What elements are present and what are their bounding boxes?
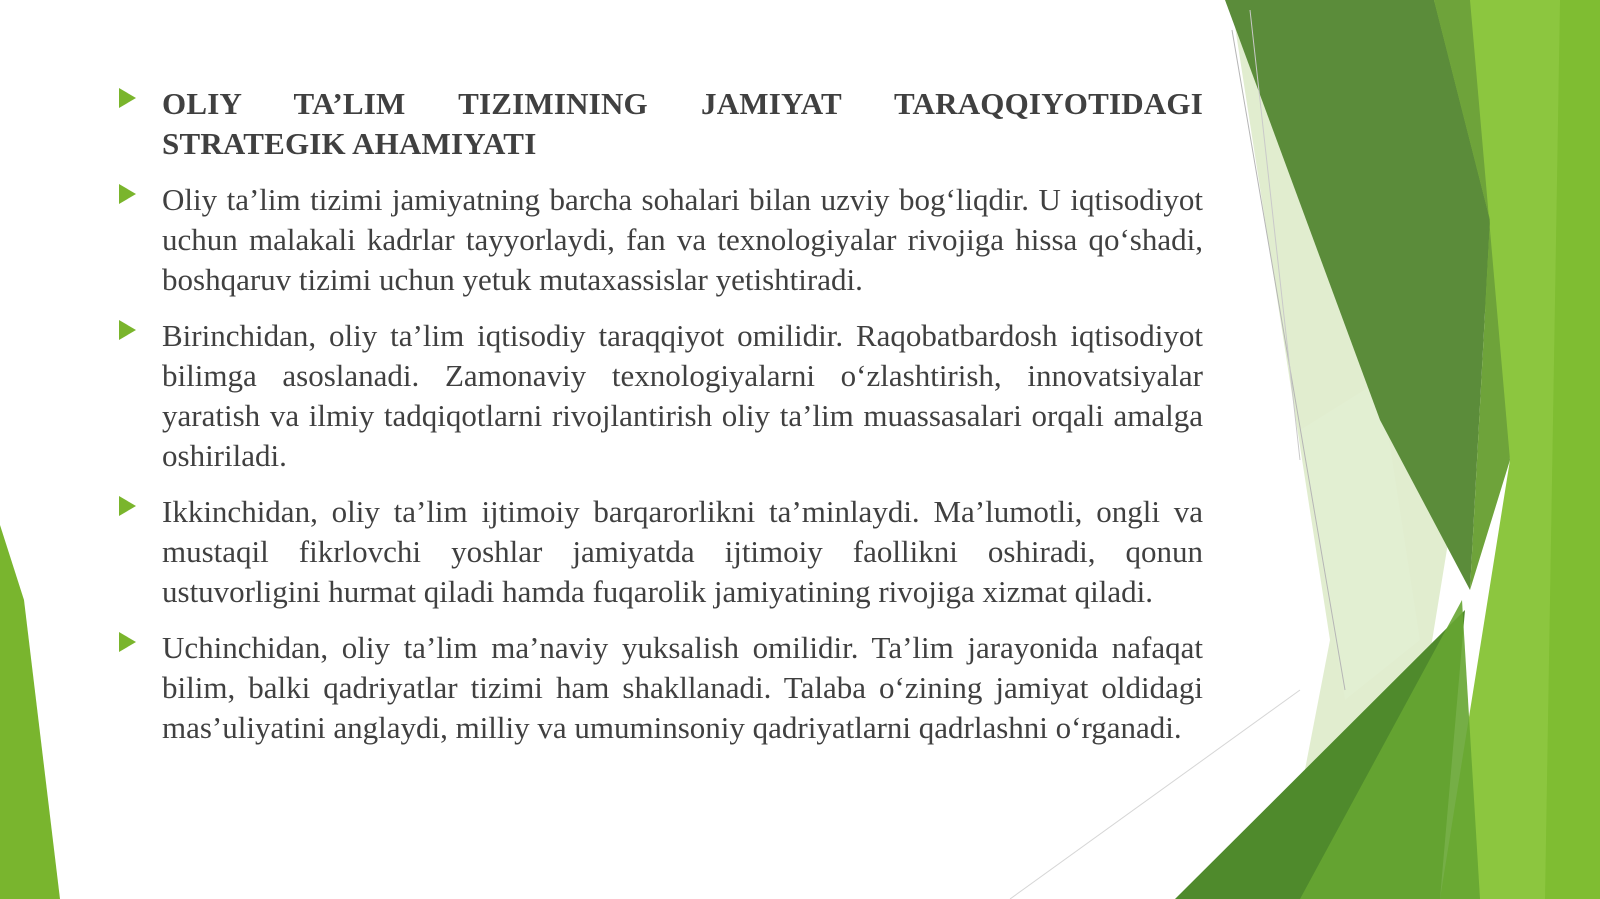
bullet-paragraph-1	[116, 180, 1203, 300]
slide-heading: OLIY TA’LIM TIZIMINING JAMIYAT TARAQQIYOTIDAGI STRATEGIK AHAMIYATI	[162, 86, 1203, 161]
bullet-arrow-icon	[119, 320, 136, 340]
left-green-shard	[0, 525, 60, 899]
bullet-paragraph-2	[116, 316, 1203, 476]
bullet-arrow-icon	[119, 496, 136, 516]
bullet-arrow-icon	[119, 88, 136, 108]
bullet-paragraph-4	[116, 628, 1203, 748]
bullet-arrow-icon	[119, 632, 136, 652]
paragraph-text: Ikkinchidan, oliy ta’lim ijtimoiy barqarorlikni ta’minlaydi. Ma’lumotli, ongli va mustaqil fikrlovchi yoshlar jamiyatda ijtimoiy faollikni oshiradi, qonun ustuvorligini hurmat qiladi hamda fuqarolik jamiyatining rivojiga xizmat qiladi.	[162, 494, 1203, 609]
paragraph-text: Oliy ta’lim tizimi jamiyatning barcha sohalari bilan uzviy bog‘liqdir. U iqtisodiyot uchun malakali kadrlar tayyorlaydi, fan va texnologiyalar rivojiga hissa qo‘shadi, boshqaruv tizimi uchun yetuk mutaxassislar yetishtiradi.	[162, 182, 1203, 297]
bullet-paragraph-3	[116, 492, 1203, 612]
paragraph-text: Uchinchidan, oliy ta’lim ma’naviy yuksalish omilidir. Ta’lim jarayonida nafaqat bilim, balki qadriyatlar tizimi ham shakllanadi. Talaba o‘zining jamiyat oldidagi mas’uliyatini anglaydi, milliy va umuminsoniy qadriyatlarni qadrlashni o‘rganadi.	[162, 630, 1203, 745]
slide-content	[116, 84, 1203, 764]
bullet-heading	[116, 84, 1203, 164]
paragraph-text: Birinchidan, oliy ta’lim iqtisodiy taraqqiyot omilidir. Raqobatbardosh iqtisodiyot bilimga asoslanadi. Zamonaviy texnologiyalarni o‘zlashtirish, innovatsiyalar yaratish va ilmiy tadqiqotlarni rivojlantirish oliy ta’lim muassasalari orqali amalga oshiriladi.	[162, 318, 1203, 473]
bullet-arrow-icon	[119, 184, 136, 204]
